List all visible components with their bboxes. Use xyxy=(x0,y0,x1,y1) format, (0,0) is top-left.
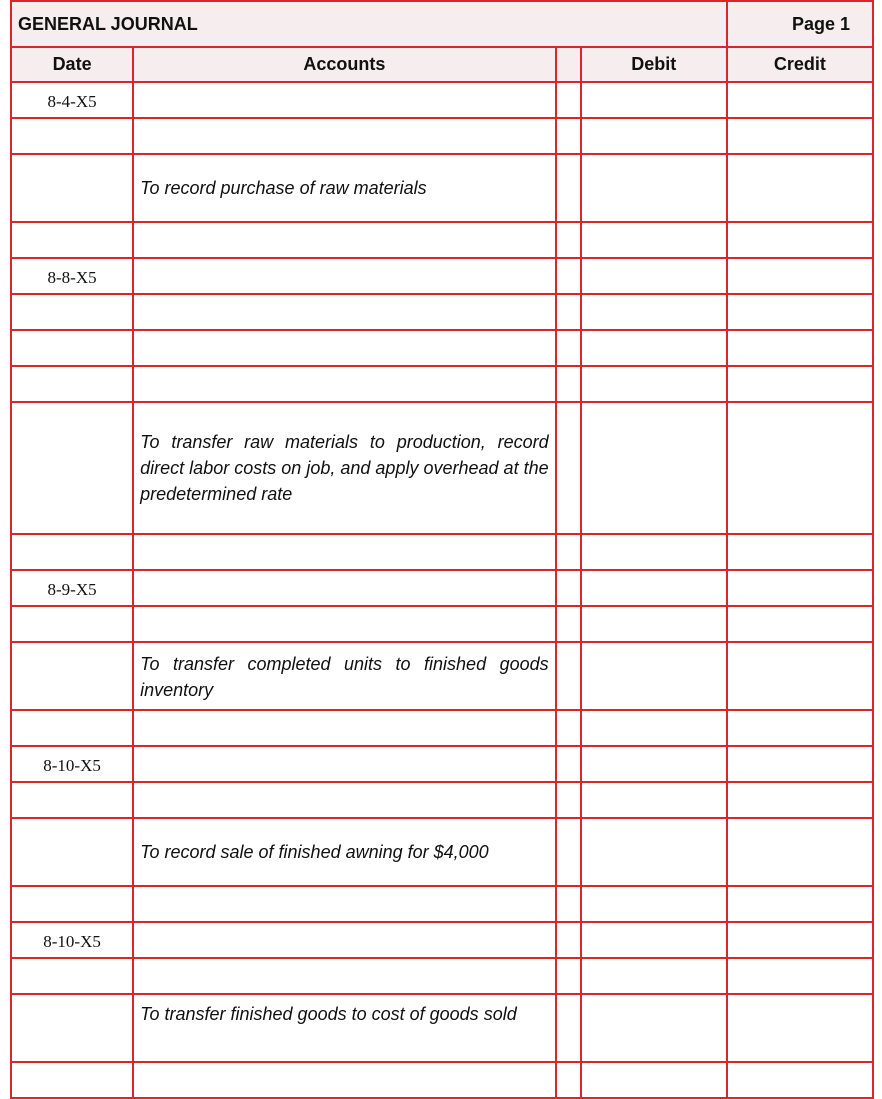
entry-description: To record sale of finished awning for $4,000 xyxy=(133,818,555,886)
account-cell[interactable] xyxy=(133,746,555,782)
entry-date: 8-10-X5 xyxy=(11,922,133,958)
account-cell[interactable] xyxy=(133,606,555,642)
entry-description: To record purchase of raw materials xyxy=(133,154,555,222)
accounts-header: Accounts xyxy=(133,47,555,82)
credit-cell[interactable] xyxy=(727,366,873,402)
account-cell[interactable] xyxy=(133,958,555,994)
credit-cell[interactable] xyxy=(727,118,873,154)
credit-cell[interactable] xyxy=(727,330,873,366)
account-cell[interactable] xyxy=(133,258,555,294)
credit-cell[interactable] xyxy=(727,922,873,958)
table-row xyxy=(11,606,873,642)
credit-cell[interactable] xyxy=(727,258,873,294)
entry-description: To transfer finished goods to cost of goods sold xyxy=(133,994,555,1062)
entry-date: 8-10-X5 xyxy=(11,746,133,782)
table-row xyxy=(11,746,873,782)
account-cell[interactable] xyxy=(133,366,555,402)
table-row xyxy=(11,642,873,710)
table-row xyxy=(11,154,873,222)
credit-cell[interactable] xyxy=(727,782,873,818)
entry-date: 8-4-X5 xyxy=(11,82,133,118)
table-row xyxy=(11,922,873,958)
debit-cell[interactable] xyxy=(581,782,727,818)
table-row xyxy=(11,118,873,154)
debit-cell[interactable] xyxy=(581,570,727,606)
entry-description: To transfer completed units to finished goods inventory xyxy=(133,642,555,710)
debit-cell[interactable] xyxy=(581,746,727,782)
table-row xyxy=(11,222,873,258)
general-journal-table xyxy=(10,0,874,1099)
table-row xyxy=(11,994,873,1062)
debit-cell[interactable] xyxy=(581,922,727,958)
table-row xyxy=(11,570,873,606)
table-row xyxy=(11,1062,873,1098)
debit-cell[interactable] xyxy=(581,294,727,330)
journal-title-row xyxy=(11,1,873,47)
table-row xyxy=(11,710,873,746)
entry-date: 8-8-X5 xyxy=(11,258,133,294)
column-header-row xyxy=(11,47,873,82)
account-cell[interactable] xyxy=(133,922,555,958)
credit-cell[interactable] xyxy=(727,294,873,330)
table-row xyxy=(11,294,873,330)
debit-cell[interactable] xyxy=(581,606,727,642)
debit-cell[interactable] xyxy=(581,118,727,154)
table-row xyxy=(11,958,873,994)
account-cell[interactable] xyxy=(133,82,555,118)
account-cell[interactable] xyxy=(133,782,555,818)
table-row xyxy=(11,258,873,294)
table-row xyxy=(11,402,873,534)
table-row xyxy=(11,534,873,570)
account-cell[interactable] xyxy=(133,118,555,154)
journal-title: GENERAL JOURNAL xyxy=(11,1,727,47)
debit-cell[interactable] xyxy=(581,366,727,402)
table-row xyxy=(11,886,873,922)
credit-cell[interactable] xyxy=(727,606,873,642)
debit-cell[interactable] xyxy=(581,330,727,366)
credit-cell[interactable] xyxy=(727,746,873,782)
debit-cell[interactable] xyxy=(581,958,727,994)
entry-description: To transfer raw materials to production, record direct labor costs on job, and apply overhead at the predetermined rate xyxy=(133,402,555,534)
table-row xyxy=(11,330,873,366)
post-ref-header xyxy=(556,47,581,82)
account-cell[interactable] xyxy=(133,294,555,330)
debit-header: Debit xyxy=(581,47,727,82)
credit-header: Credit xyxy=(727,47,873,82)
entry-date: 8-9-X5 xyxy=(11,570,133,606)
debit-cell[interactable] xyxy=(581,258,727,294)
credit-cell[interactable] xyxy=(727,958,873,994)
account-cell[interactable] xyxy=(133,570,555,606)
table-row xyxy=(11,818,873,886)
page-number: Page 1 xyxy=(727,1,873,47)
date-header: Date xyxy=(11,47,133,82)
table-row xyxy=(11,366,873,402)
debit-cell[interactable] xyxy=(581,82,727,118)
table-row xyxy=(11,82,873,118)
credit-cell[interactable] xyxy=(727,82,873,118)
table-row xyxy=(11,782,873,818)
account-cell[interactable] xyxy=(133,330,555,366)
credit-cell[interactable] xyxy=(727,570,873,606)
